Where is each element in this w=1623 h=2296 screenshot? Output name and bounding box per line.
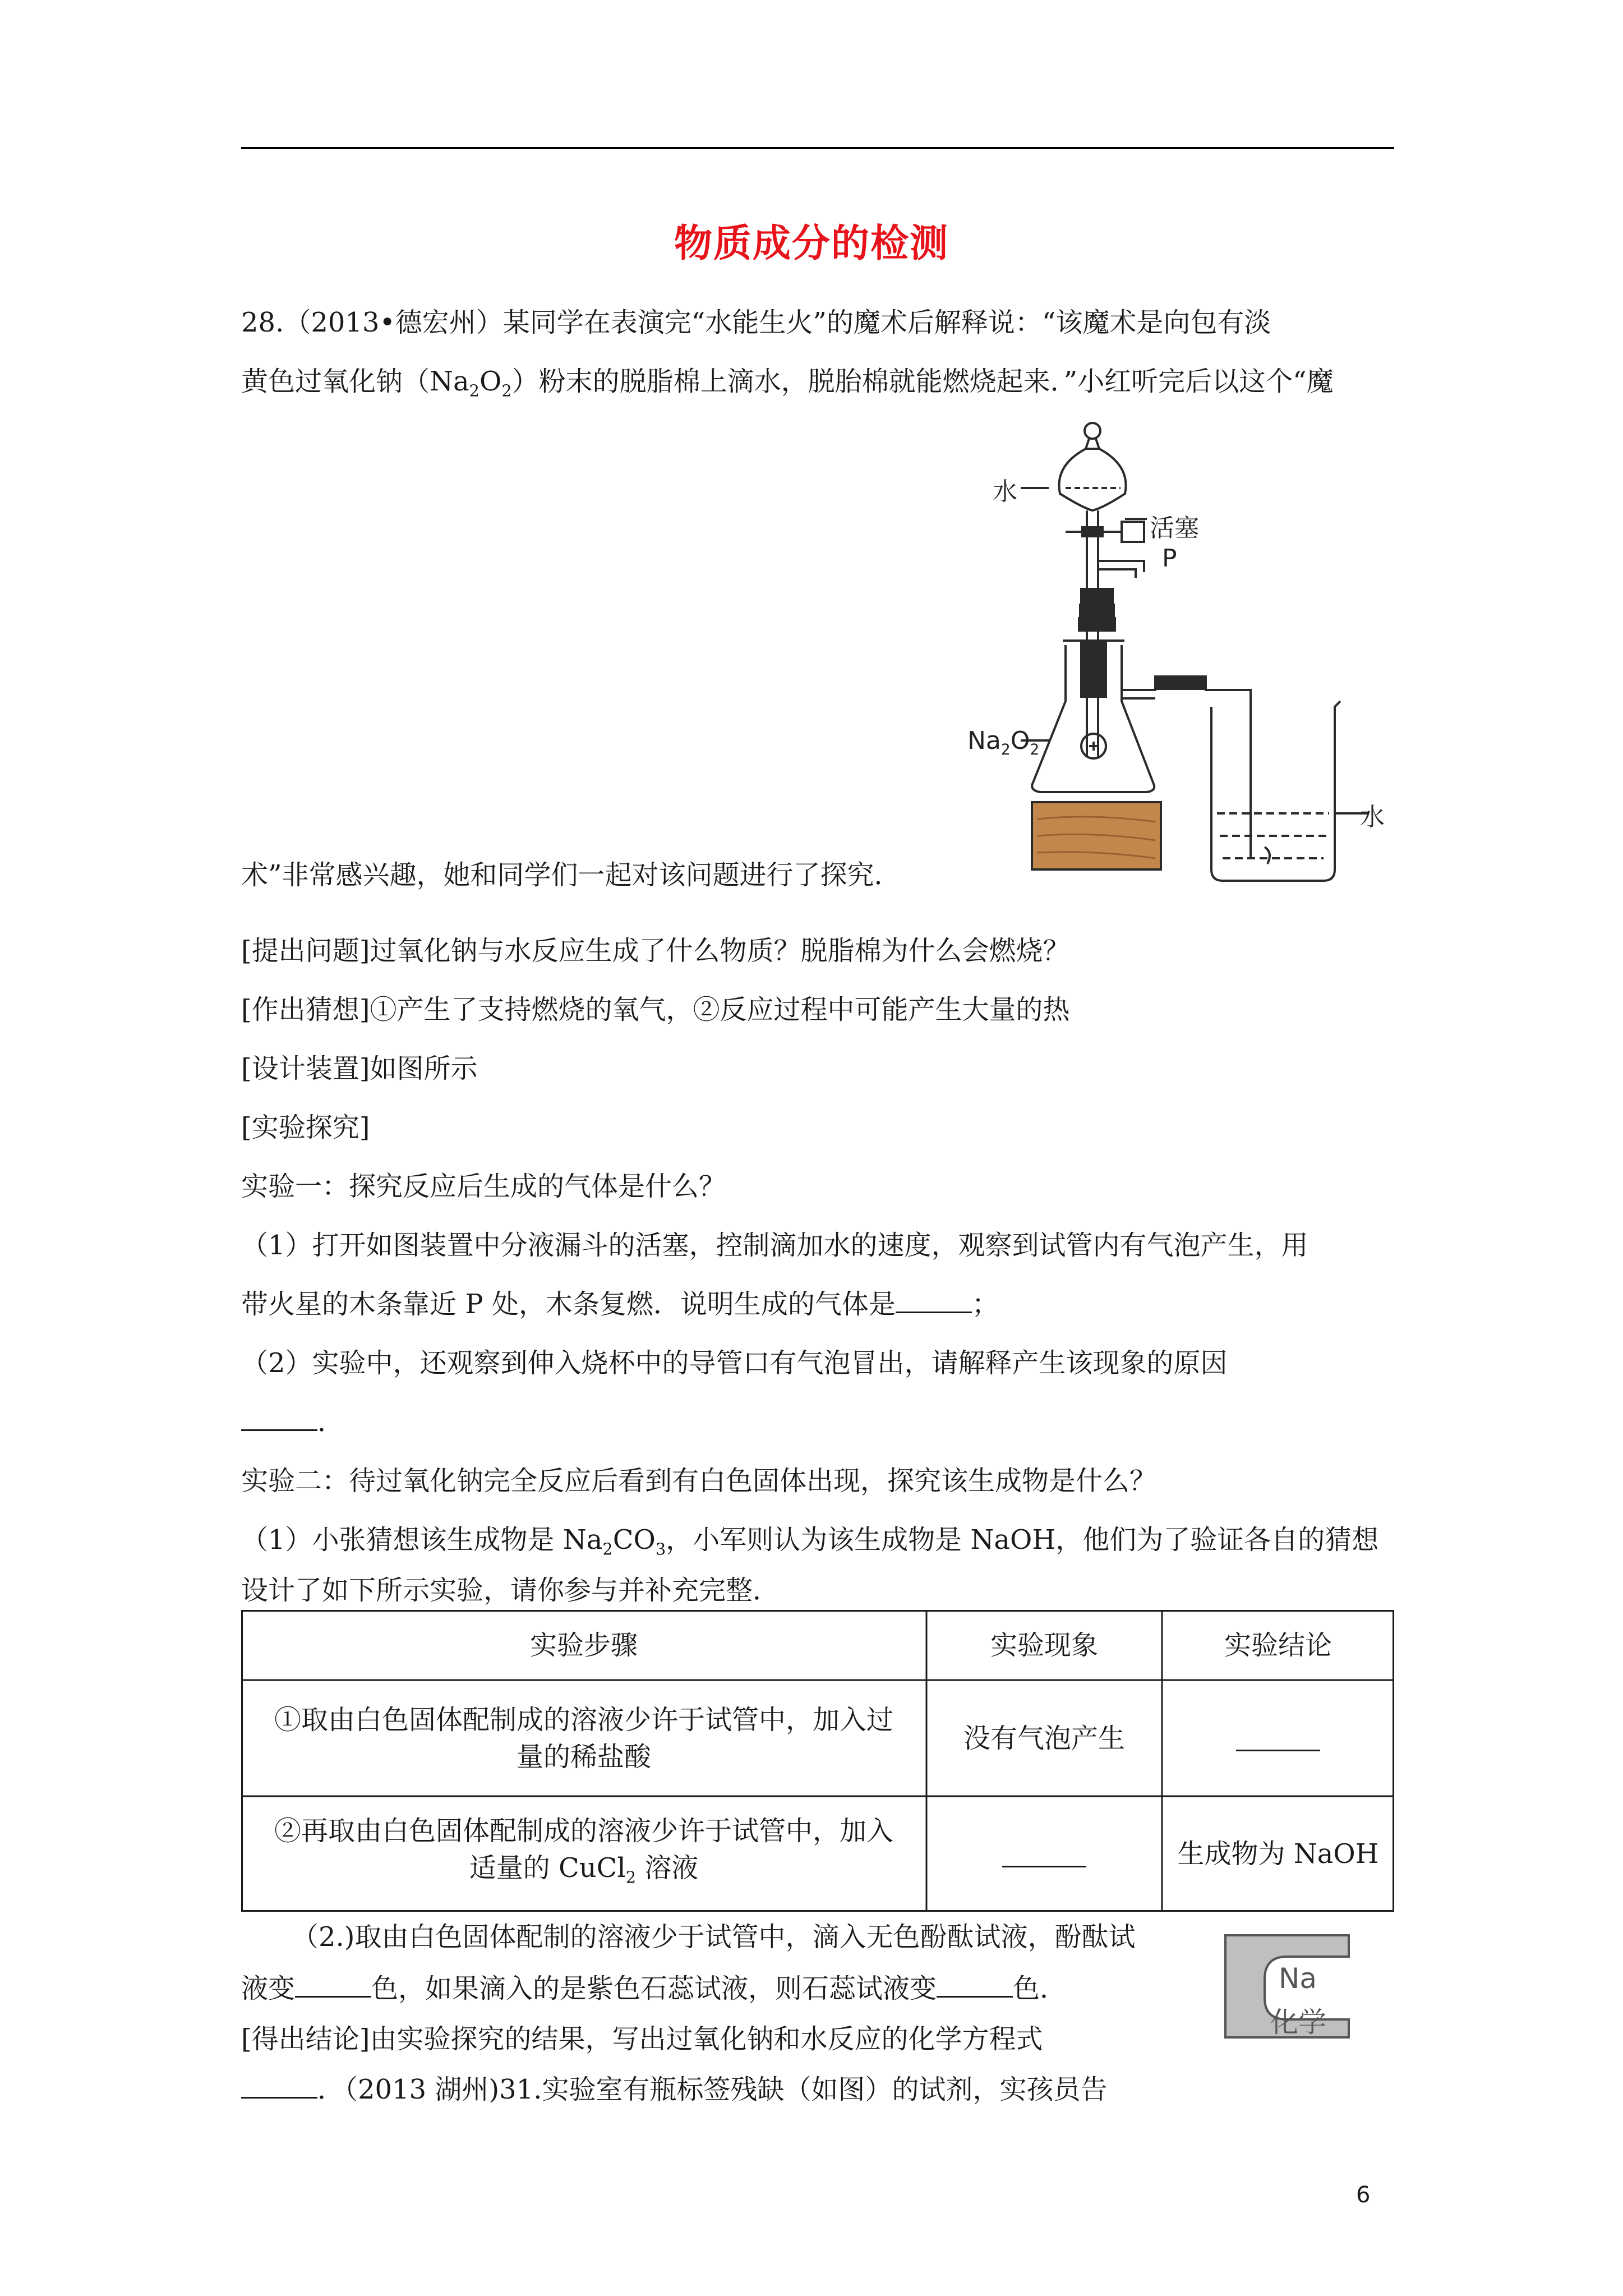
table-row2-phenomenon [926, 1796, 1162, 1912]
label-image-symbol: Na [1279, 1962, 1317, 1995]
answer-blank [937, 1971, 1013, 1998]
answer-blank [1236, 1725, 1320, 1751]
text-line-5: [作出猜想]①产生了支持燃烧的氧气，②反应过程中可能产生大量的热 [241, 994, 1070, 1025]
table-header-conclusion: 实验结论 [1224, 1629, 1332, 1661]
label-p: P [1162, 544, 1177, 573]
answer-blank [295, 1971, 371, 1998]
text-line-9: （1）打开如图装置中分液漏斗的活塞，控制滴加水的速度，观察到试管内有气泡产生，用 [241, 1230, 1308, 1261]
apparatus-figure [953, 409, 1380, 886]
text-line-2: 黄色过氧化钠$(Na_2O_2)$粉末的脱脂棉上滴水，脱胎棉就能燃烧起来．”小红听完后以这个“魔 [241, 366, 1334, 401]
table-header-phenomenon: 实验现象 [990, 1629, 1098, 1661]
table-header-step: 实验步骤 [529, 1629, 638, 1661]
page-title: 物质成分的检测 [674, 221, 949, 266]
text-line-13: 实验二：待过氧化钠完全反应后看到有白色固体出现，探究该生成物是什么？ [241, 1465, 1157, 1497]
text-line-14: （1）小张猜想该生成物是 $Na_2CO_3$，小军则认为该生成物是 NaOH，他们为了验证各自的猜想 [241, 1524, 1379, 1559]
table-row2-conclusion: 生成物为 NaOH [1177, 1838, 1379, 1870]
label-na2o2: $Na_2O_2$ [967, 726, 1040, 758]
table-row1-conclusion [1162, 1680, 1394, 1796]
page-number: 6 [1356, 2182, 1371, 2208]
answer-blank [1002, 1841, 1086, 1867]
text-line-4: [提出问题]过氧化钠与水反应生成了什么物质？脱脂棉为什么会燃烧？ [241, 935, 1070, 967]
text-line-1: 28.（2013•德宏州）某同学在表演完“水能生火”的魔术后解释说：“该魔术是向包有淡 [241, 307, 1271, 338]
text-line-7: [实验探究] [241, 1112, 370, 1143]
header-rule [241, 147, 1394, 149]
answer-blank [241, 1405, 317, 1431]
text-line-8: 实验一：探究反应后生成的气体是什么？ [241, 1171, 726, 1202]
text-line-18: [得出结论]由实验探究的结果，写出过氧化钠和水反应的化学方程式 [241, 2023, 1043, 2055]
answer-blank [896, 1287, 972, 1313]
label-image-text: 化学 [1270, 2006, 1326, 2039]
text-line-6: [设计装置]如图所示 [241, 1053, 478, 1084]
table-row1-phenomenon: 没有气泡产生 [963, 1722, 1125, 1754]
label-water-beaker: 水 [1360, 803, 1385, 831]
label-stopcock: 活塞 [1150, 514, 1199, 542]
label-water-funnel: 水 [993, 477, 1017, 506]
text-line-17: 液变 色，如果滴入的是紫色石蕊试液，则石蕊试液变 色． [241, 1969, 1067, 2008]
table-row1-step: ①取由白色固体配制成的溶液少许于试管中，加入过 量的稀盐酸 [274, 1704, 893, 1773]
text-line-11: （2）实验中，还观察到伸入烧杯中的导管口有气泡冒出，请解释产生该现象的原因 [241, 1347, 1228, 1379]
experiment-table [241, 1610, 1394, 1912]
text-line-16: （2.)取由白色固体配制的溶液少于试管中，滴入无色酚酞试液，酚酞试 [292, 1921, 1136, 1953]
text-line-10: 带火星的木条靠近 P 处，木条复燃．说明生成的气体是 ； [241, 1285, 999, 1324]
text-line-15: 设计了如下所示实验，请你参与并补充完整． [241, 1575, 780, 1606]
text-line-12: ． [241, 1402, 344, 1442]
text-line-3: 术”非常感兴趣，她和同学们一起对该问题进行了探究． [241, 859, 901, 891]
answer-blank [241, 2072, 317, 2099]
text-line-19: ．（2013 湖州)31.实验室有瓶标签残缺（如图）的试剂，实孩员告 [241, 2070, 1107, 2109]
table-row2-step: ②再取由白色固体配制成的溶液少许于试管中，加入 适量的 CuCl$_2$ 溶液 [274, 1815, 893, 1887]
